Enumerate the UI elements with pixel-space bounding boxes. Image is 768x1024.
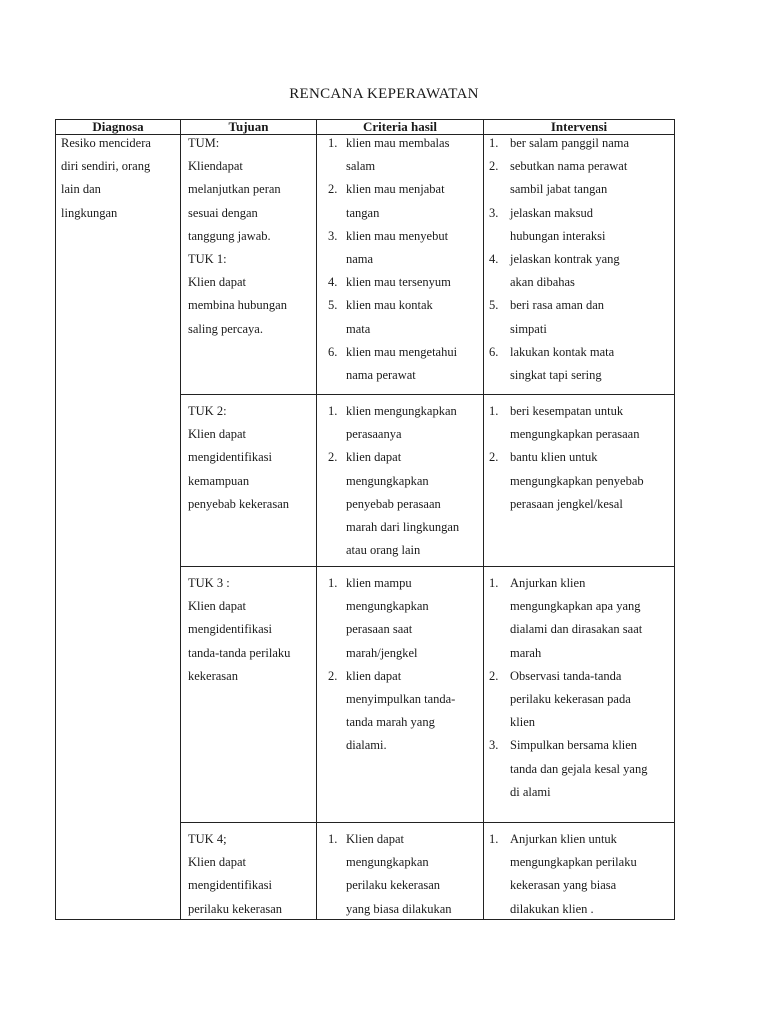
criteria-hasil-item (322, 828, 452, 921)
item-number: 3. (489, 738, 499, 753)
tujuan-line: perilaku kekerasan (188, 901, 283, 916)
criteria-hasil-item (322, 178, 457, 224)
item-number: 1. (489, 136, 499, 150)
diagnosa-line: lain dan (61, 182, 101, 197)
criteria-hasil-item (322, 271, 457, 294)
item-line: kekerasan yang biasa (510, 878, 617, 893)
item-line: atau orang lain (346, 543, 421, 558)
item-line: penyebab perasaan (346, 496, 441, 511)
item-text (489, 734, 647, 804)
item-line: jelaskan maksud (510, 205, 593, 220)
tujuan-line: mengidentifikasi (188, 878, 273, 893)
intervensi-list (489, 572, 647, 804)
item-line: salam (346, 159, 376, 174)
column-divider-2 (316, 119, 317, 920)
criteria-hasil-item (322, 132, 457, 178)
tujuan-line: TUM: (188, 136, 220, 150)
intervensi-item (489, 446, 644, 516)
item-text (489, 665, 647, 735)
item-number: 3. (328, 228, 338, 243)
item-line: klien mampu (346, 576, 412, 590)
criteria-hasil-cell (322, 132, 457, 387)
criteria-hasil-cell (322, 572, 455, 758)
tujuan-cell (188, 400, 289, 516)
item-line: mengungkapkan penyebab (510, 473, 644, 488)
item-line: sambil jabat tangan (510, 182, 608, 197)
tujuan-line: kekerasan (188, 668, 238, 683)
item-number: 1. (489, 404, 499, 418)
item-text (489, 248, 629, 294)
table-border-right (674, 119, 675, 920)
item-text (322, 271, 457, 294)
tujuan-cell (188, 132, 287, 341)
item-line: dilakukan klien . (510, 901, 594, 916)
item-line: marah (510, 645, 542, 660)
criteria-hasil-cell (322, 400, 459, 562)
intervensi-item (489, 828, 637, 921)
tujuan-line: Kliendapat (188, 159, 243, 174)
item-text (489, 400, 644, 446)
tujuan-line: tanda-tanda perilaku (188, 645, 291, 660)
item-line: perasaan jengkel/kesal (510, 496, 623, 511)
item-number: 1. (489, 832, 499, 846)
item-line: dialami dan dirasakan saat (510, 622, 643, 637)
intervensi-item (489, 665, 647, 735)
item-text (489, 446, 644, 516)
criteria-hasil-list (322, 132, 457, 387)
criteria-hasil-list (322, 400, 459, 562)
diagnosa-line: diri sendiri, orang (61, 159, 151, 174)
item-text (322, 225, 457, 271)
item-line: nama perawat (346, 368, 416, 383)
item-line: hubungan interaksi (510, 228, 606, 243)
item-line: bantu klien untuk (510, 450, 598, 465)
diagnosa-cell (61, 132, 151, 225)
item-text (322, 828, 452, 921)
tujuan-line: TUK 1: (188, 252, 227, 267)
item-text (322, 341, 457, 387)
tujuan-line: Klien dapat (188, 599, 246, 614)
item-text (322, 400, 459, 446)
diagnosa-line: lingkungan (61, 205, 118, 220)
item-line: perasaanya (346, 427, 402, 442)
item-text (322, 294, 457, 340)
header-criteria-hasil: Criteria hasil (362, 119, 437, 134)
item-number: 2. (328, 182, 338, 197)
item-line: klien mengungkapkan (346, 404, 457, 418)
tujuan-line: TUK 3 : (188, 576, 230, 590)
intervensi-item (489, 294, 629, 340)
tujuan-line: TUK 2: (188, 404, 227, 418)
item-line: marah dari lingkungan (346, 520, 460, 535)
item-number: 1. (328, 136, 338, 150)
item-line: tanda dan gejala kesal yang (510, 761, 648, 776)
item-line: mengungkapkan (346, 473, 429, 488)
item-line: mengungkapkan perilaku (510, 855, 637, 870)
item-number: 2. (328, 668, 338, 683)
item-text (489, 132, 629, 155)
tujuan-line: Klien dapat (188, 855, 246, 870)
tujuan-line: penyebab kekerasan (188, 496, 289, 511)
intervensi-list (489, 828, 637, 921)
item-line: yang biasa dilakukan (346, 901, 452, 916)
header-diagnosa: Diagnosa (92, 119, 144, 134)
intervensi-item (489, 400, 644, 446)
item-line: sebutkan nama perawat (510, 159, 628, 174)
criteria-hasil-list (322, 572, 455, 758)
item-line: akan dibahas (510, 275, 575, 290)
tujuan-cell (188, 572, 290, 688)
diagnosa-line: Resiko mencidera (61, 136, 151, 150)
item-line: tangan (346, 205, 380, 220)
item-line: dialami. (346, 738, 387, 753)
item-number: 1. (328, 404, 338, 418)
item-line: beri rasa aman dan (510, 298, 605, 313)
item-line: di alami (510, 784, 551, 799)
item-line: tanda marah yang (346, 715, 435, 730)
intervensi-cell (489, 132, 629, 387)
item-line: mata (346, 321, 371, 336)
item-number: 2. (328, 450, 338, 465)
item-line: mengungkapkan perasaan (510, 427, 640, 442)
tujuan-line: membina hubungan (188, 298, 287, 313)
item-line: klien mau tersenyum (346, 275, 451, 290)
item-line: Observasi tanda-tanda (510, 668, 622, 683)
item-line: perasaan saat (346, 622, 413, 637)
item-text (489, 341, 629, 387)
tujuan-line: kemampuan (188, 473, 250, 488)
tujuan-line: tanggung jawab. (188, 228, 271, 243)
criteria-hasil-item (322, 341, 457, 387)
tujuan-line: Klien dapat (188, 275, 246, 290)
item-text (489, 202, 629, 248)
item-text (489, 155, 629, 201)
item-number: 4. (328, 275, 338, 290)
table-border-left (55, 119, 56, 920)
intervensi-cell (489, 572, 647, 804)
item-line: klien dapat (346, 450, 402, 465)
item-text (489, 828, 637, 921)
intervensi-cell (489, 400, 644, 516)
intervensi-cell (489, 828, 637, 921)
item-line: menyimpulkan tanda- (346, 692, 456, 707)
item-line: singkat tapi sering (510, 368, 602, 383)
tujuan-line: saling percaya. (188, 321, 263, 336)
item-line: Anjurkan klien untuk (510, 832, 617, 846)
item-text (322, 446, 459, 562)
column-divider-1 (180, 119, 181, 920)
tujuan-line: melanjutkan peran (188, 182, 281, 197)
item-line: klien mau menyebut (346, 228, 449, 243)
item-line: perilaku kekerasan pada (510, 692, 631, 707)
item-text (322, 178, 457, 224)
item-text (489, 294, 629, 340)
header-tujuan: Tujuan (228, 119, 269, 134)
item-number: 6. (489, 344, 499, 359)
item-line: klien mau menjabat (346, 182, 445, 197)
intervensi-item (489, 734, 647, 804)
item-number: 3. (489, 205, 499, 220)
criteria-hasil-list (322, 828, 452, 921)
tujuan-line: TUK 4; (188, 832, 227, 846)
intervensi-item (489, 155, 629, 201)
row-divider (180, 566, 674, 567)
item-line: mengungkapkan apa yang (510, 599, 641, 614)
item-line: beri kesempatan untuk (510, 404, 624, 418)
item-line: mengungkapkan (346, 599, 429, 614)
item-line: jelaskan kontrak yang (510, 252, 620, 267)
item-text (322, 572, 455, 665)
item-line: klien (510, 715, 535, 730)
item-number: 2. (489, 159, 499, 174)
item-number: 5. (489, 298, 499, 313)
tujuan-line: sesuai dengan (188, 205, 258, 220)
item-number: 6. (328, 344, 338, 359)
item-line: simpati (510, 321, 547, 336)
row-divider (180, 394, 674, 395)
item-line: klien mau kontak (346, 298, 433, 313)
item-number: 1. (328, 832, 338, 846)
tujuan-line: mengidentifikasi (188, 450, 273, 465)
item-line: klien mau membalas (346, 136, 450, 150)
criteria-hasil-item (322, 225, 457, 271)
item-text (322, 132, 457, 178)
criteria-hasil-cell (322, 828, 452, 921)
item-line: perilaku kekerasan (346, 878, 441, 893)
item-line: Anjurkan klien (510, 576, 586, 590)
tujuan-line: mengidentifikasi (188, 622, 273, 637)
item-number: 1. (328, 576, 338, 590)
intervensi-list (489, 132, 629, 387)
criteria-hasil-item (322, 446, 459, 562)
intervensi-item (489, 341, 629, 387)
item-line: klien mau mengetahui (346, 344, 458, 359)
intervensi-item (489, 572, 647, 665)
item-text (322, 665, 455, 758)
criteria-hasil-item (322, 572, 455, 665)
intervensi-list (489, 400, 644, 516)
criteria-hasil-item (322, 294, 457, 340)
intervensi-item (489, 132, 629, 155)
item-number: 4. (489, 252, 499, 267)
row-divider (180, 822, 674, 823)
item-line: mengungkapkan (346, 855, 429, 870)
tujuan-line: Klien dapat (188, 427, 246, 442)
tujuan-cell (188, 828, 282, 921)
document-title: RENCANA KEPERAWATAN (289, 86, 479, 102)
item-line: marah/jengkel (346, 645, 418, 660)
criteria-hasil-item (322, 400, 459, 446)
item-line: klien dapat (346, 668, 402, 683)
header-intervensi: Intervensi (550, 119, 608, 134)
item-line: Klien dapat (346, 832, 404, 846)
intervensi-item (489, 202, 629, 248)
item-line: Simpulkan bersama klien (510, 738, 638, 753)
column-divider-3 (483, 119, 484, 920)
item-number: 2. (489, 450, 499, 465)
intervensi-item (489, 248, 629, 294)
item-line: lakukan kontak mata (510, 344, 615, 359)
item-line: ber salam panggil nama (510, 136, 630, 150)
item-text (489, 572, 647, 665)
item-number: 5. (328, 298, 338, 313)
item-number: 1. (489, 576, 499, 590)
criteria-hasil-item (322, 665, 455, 758)
item-line: nama (346, 252, 374, 267)
item-number: 2. (489, 668, 499, 683)
